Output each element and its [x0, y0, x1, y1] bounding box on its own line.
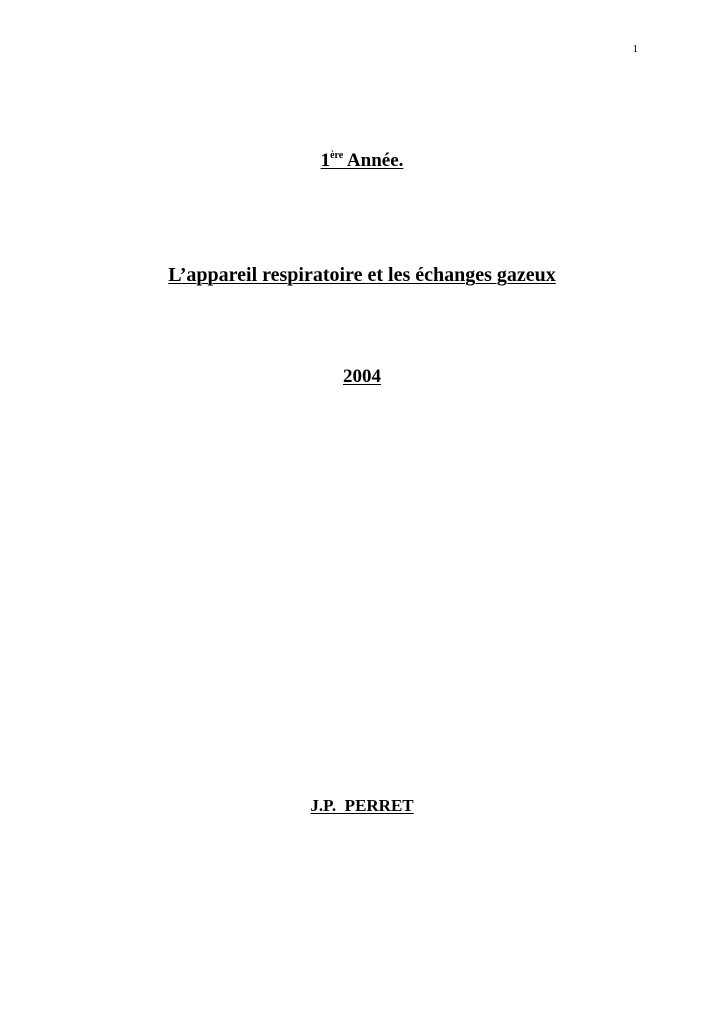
author-name: J.P. PERRET — [310, 796, 414, 815]
year-superscript: ère — [330, 150, 344, 161]
document-date: 2004 — [343, 366, 381, 387]
document-title: L’appareil respiratoire et les échanges gazeux — [168, 264, 556, 286]
year-number: 1 — [320, 150, 331, 171]
year-heading — [0, 150, 724, 172]
page-number: 1 — [632, 43, 638, 55]
year-label: Année. — [346, 150, 404, 171]
document-author — [0, 796, 724, 816]
